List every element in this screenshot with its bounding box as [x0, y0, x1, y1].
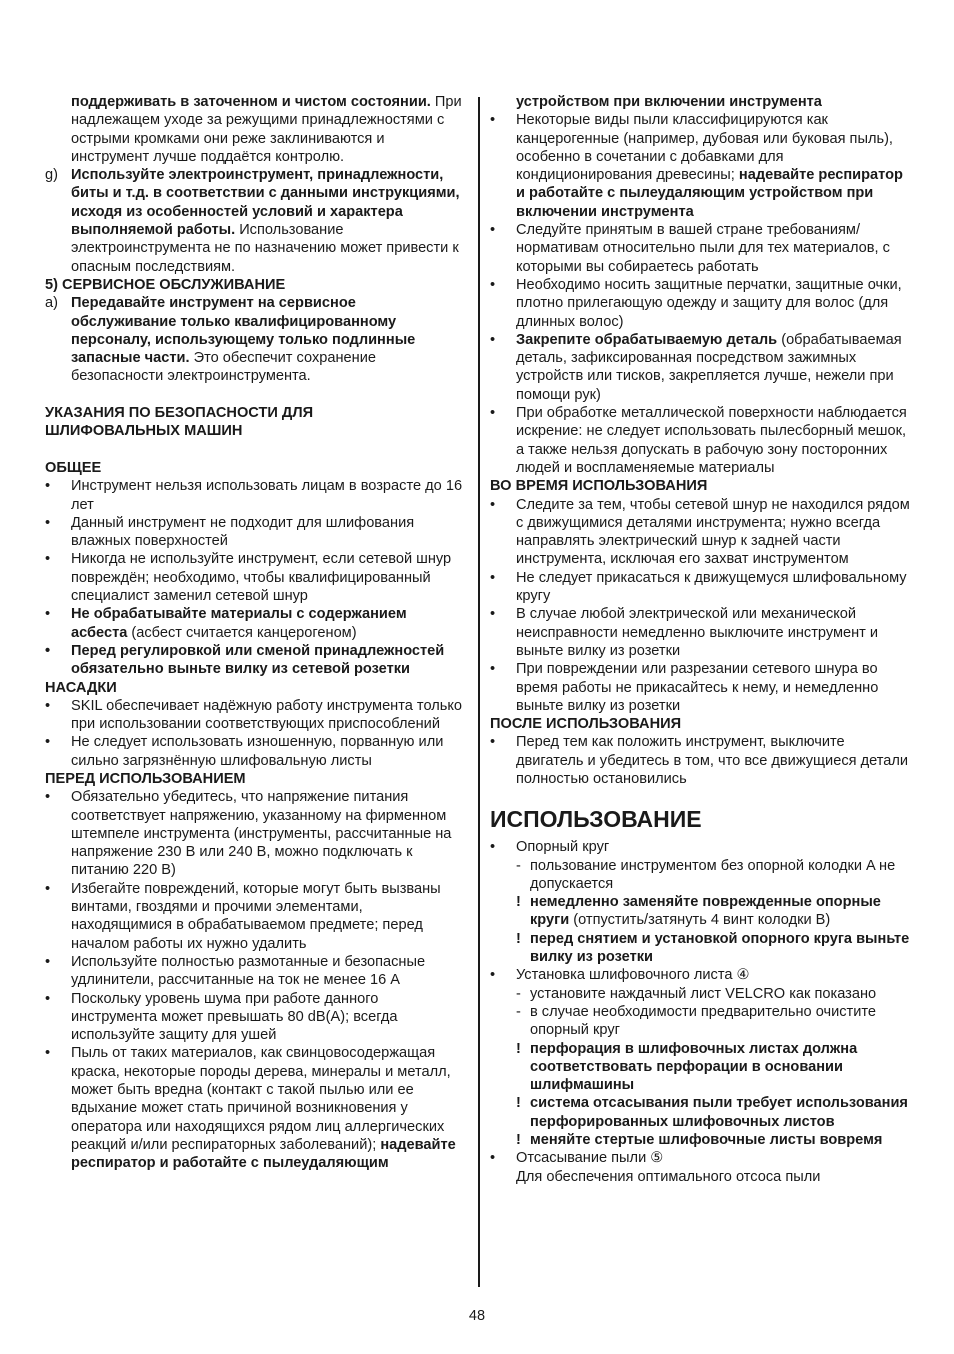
- list-item: • Необходимо носить защитные перчатки, защитные очки, плотно прилегающую одежду и защиту для волос (для длинных волос): [490, 276, 902, 330]
- warning-item: ! перфорация в шлифовочных листах должна соответствовать перфорации в основании шлифмашины: [516, 1040, 858, 1094]
- list-item: • Перед тем как положить инструмент, выключите двигатель и убедитесь в том, что все движущиеся детали полностью остановились: [490, 734, 909, 787]
- list-item: • Закрепите обрабатываемую деталь (обрабатываемая деталь, зафиксированная посредством зажимных устройств или тисков, закрепляется лучше, нежели при помощи рук): [490, 331, 902, 403]
- intro-paragraph: поддерживать в заточенном и чистом состоянии. При надлежащем уходе за режущими принадлежностями с острыми кромками они реже заклиниваются и инструмент лучше поддаётся контролю.: [71, 94, 462, 165]
- item-a: a) Передавайте инструмент на сервисное обслуживание только квалифицированному персоналу, использующему только подлинные запасные части. Это обеспечит сохранение безопасности электроинструмента.: [45, 295, 416, 385]
- list-item: • Опорный круг: [490, 839, 610, 856]
- general-heading: ОБЩЕЕ: [45, 459, 102, 476]
- list-item: • При повреждении или разрезании сетевого шнура во время работы не прикасайтесь к нему, и немедленно выньте вилку из розетки: [490, 661, 879, 714]
- list-item: • Инструмент нельзя использовать лицам в возрасте до 16 лет: [45, 478, 463, 513]
- warning-item: ! система отсасывания пыли требует использования перфорированных шлифовочных листов: [516, 1095, 908, 1130]
- left-column: [45, 93, 465, 1173]
- warning-item: ! немедленно заменяйте поврежденные опорные круги (отпустить/затянуть 4 винт колодки B): [516, 894, 881, 929]
- item-g: g) Используйте электроинструмент, принадлежности, биты и т.д. в соответствии с данными инструкциями, исходя из особенностей условий и характера выполняемой работы. Использование электроинструмента не по назначению может привести к опасным последствиям.: [45, 167, 460, 275]
- list-item: • Используйте полностью размотанные и безопасные удлинители, рассчитанные на ток не менее 16 A: [45, 953, 426, 989]
- after-use-heading: ПОСЛЕ ИСПОЛЬЗОВАНИЯ: [490, 716, 682, 733]
- list-item: • SKIL обеспечивает надёжную работу инструмента только при использовании соответствующих приспособлений: [45, 697, 463, 733]
- right-column: [490, 93, 915, 1186]
- list-item: • Перед регулировкой или сменой принадлежностей обязательно выньте вилку из сетевой розетки: [45, 642, 445, 678]
- list-item: • В случае любой электрической или механической неисправности немедленно выключите инструмент и выньте вилку из розетки: [490, 606, 879, 659]
- list-item: • Избегайте повреждений, которые могут быть вызваны винтами, гвоздями и прочими элементами, находящимися в обрабатываемом предмете; перед началом работы их нужно удалить: [45, 880, 441, 952]
- list-item: • Данный инструмент не подходит для шлифования влажных поверхностей: [45, 514, 415, 550]
- accessories-heading: НАСАДКИ: [45, 679, 117, 696]
- extraction-text: Для обеспечения оптимального отсоса пыли: [516, 1168, 821, 1185]
- section-5-heading: 5) СЕРВИСНОЕ ОБСЛУЖИВАНИЕ: [45, 276, 286, 293]
- dash-item: - пользование инструментом без опорной колодки A не допускается: [516, 857, 896, 892]
- list-item: • Не обрабатывайте материалы с содержанием асбеста (асбест считается канцерогеном): [45, 606, 407, 641]
- list-item: • Следуйте принятым в вашей стране требованиям/ нормативам относительно пыли для тех материалов, с которыми вы собираетесь работать: [490, 222, 890, 275]
- dash-item: - в случае необходимости предварительно очистите опорный круг: [516, 1003, 877, 1039]
- warning-item: ! меняйте стертые шлифовочные листы вовремя: [516, 1132, 883, 1149]
- list-item: • Никогда не используйте инструмент, если сетевой шнур повреждён; необходимо, чтобы квалифицированный специалист заменил сетевой шнур: [45, 551, 452, 605]
- during-use-heading: ВО ВРЕМЯ ИСПОЛЬЗОВАНИЯ: [490, 478, 708, 495]
- list-item: • Отсасывание пыли ⑤: [490, 1150, 664, 1167]
- list-item: • Не следует прикасаться к движущемуся шлифовальному кругу: [490, 569, 907, 605]
- warning-item: ! перед снятием и установкой опорного круга выньте вилку из розетки: [516, 930, 910, 966]
- safety-heading-line-1: УКАЗАНИЯ ПО БЕЗОПАСНОСТИ ДЛЯ: [45, 405, 314, 422]
- list-item: • Не следует использовать изношенную, порванную или сильно загрязнённую шлифовальную листы: [45, 734, 444, 769]
- list-item: • Пыль от таких материалов, как свинцовосодержащая краска, некоторые породы дерева, минералы и металл, может быть вредна (контакт с такой пылью или ее вдыхание может стать причиной возникновения у оператора или находящихся рядом лиц аллергических реакций и/или респираторных заболеваний); надевайте респиратор и работайте с пылеудаляющим: [45, 1045, 456, 1172]
- dash-item: - установите наждачный лист VELCRO как показано: [516, 985, 877, 1002]
- column-divider: [478, 97, 480, 1287]
- before-use-heading: ПЕРЕД ИСПОЛЬЗОВАНИЕМ: [45, 770, 246, 787]
- list-item: • Установка шлифовочного листа ④: [490, 967, 750, 984]
- continued-text: устройством при включении инструмента: [516, 94, 822, 110]
- safety-heading-line-2: ШЛИФОВАЛЬНЫХ МАШИН: [45, 423, 243, 440]
- list-item: • Поскольку уровень шума при работе данного инструмента может превышать 80 dB(A); всегда используйте защиту для ушей: [45, 990, 398, 1044]
- list-item: • Обязательно убедитесь, что напряжение питания соответствует напряжению, указанному на фирменном штемпеле инструмента (инструменты, рассчитанные на напряжение 230 В или 240 В, можно подключать к питанию 220 В): [45, 789, 452, 879]
- page-number: 48: [468, 1308, 486, 1324]
- list-item: • Следите за тем, чтобы сетевой шнур не находился рядом с движущимися деталями инструмента; нужно всегда направлять электрический шнур к задней части инструмента, исключая его захват инструментом: [490, 496, 910, 568]
- list-item: • Некоторые виды пыли классифицируются как канцерогенные (например, дубовая или буковая пыль), особенно в сочетании с добавками для кондиционирования древесины; надевайте респиратор и работайте с пылеудаляющим устройством при включении инструмента: [490, 112, 903, 220]
- list-item: • При обработке металлической поверхности наблюдается искрение: не следует использовать пылесборный мешок, а также нельзя допускать в рабочую зону посторонних людей и воспламеняемые материалы: [490, 405, 907, 476]
- usage-heading: ИСПОЛЬЗОВАНИЕ: [490, 806, 702, 833]
